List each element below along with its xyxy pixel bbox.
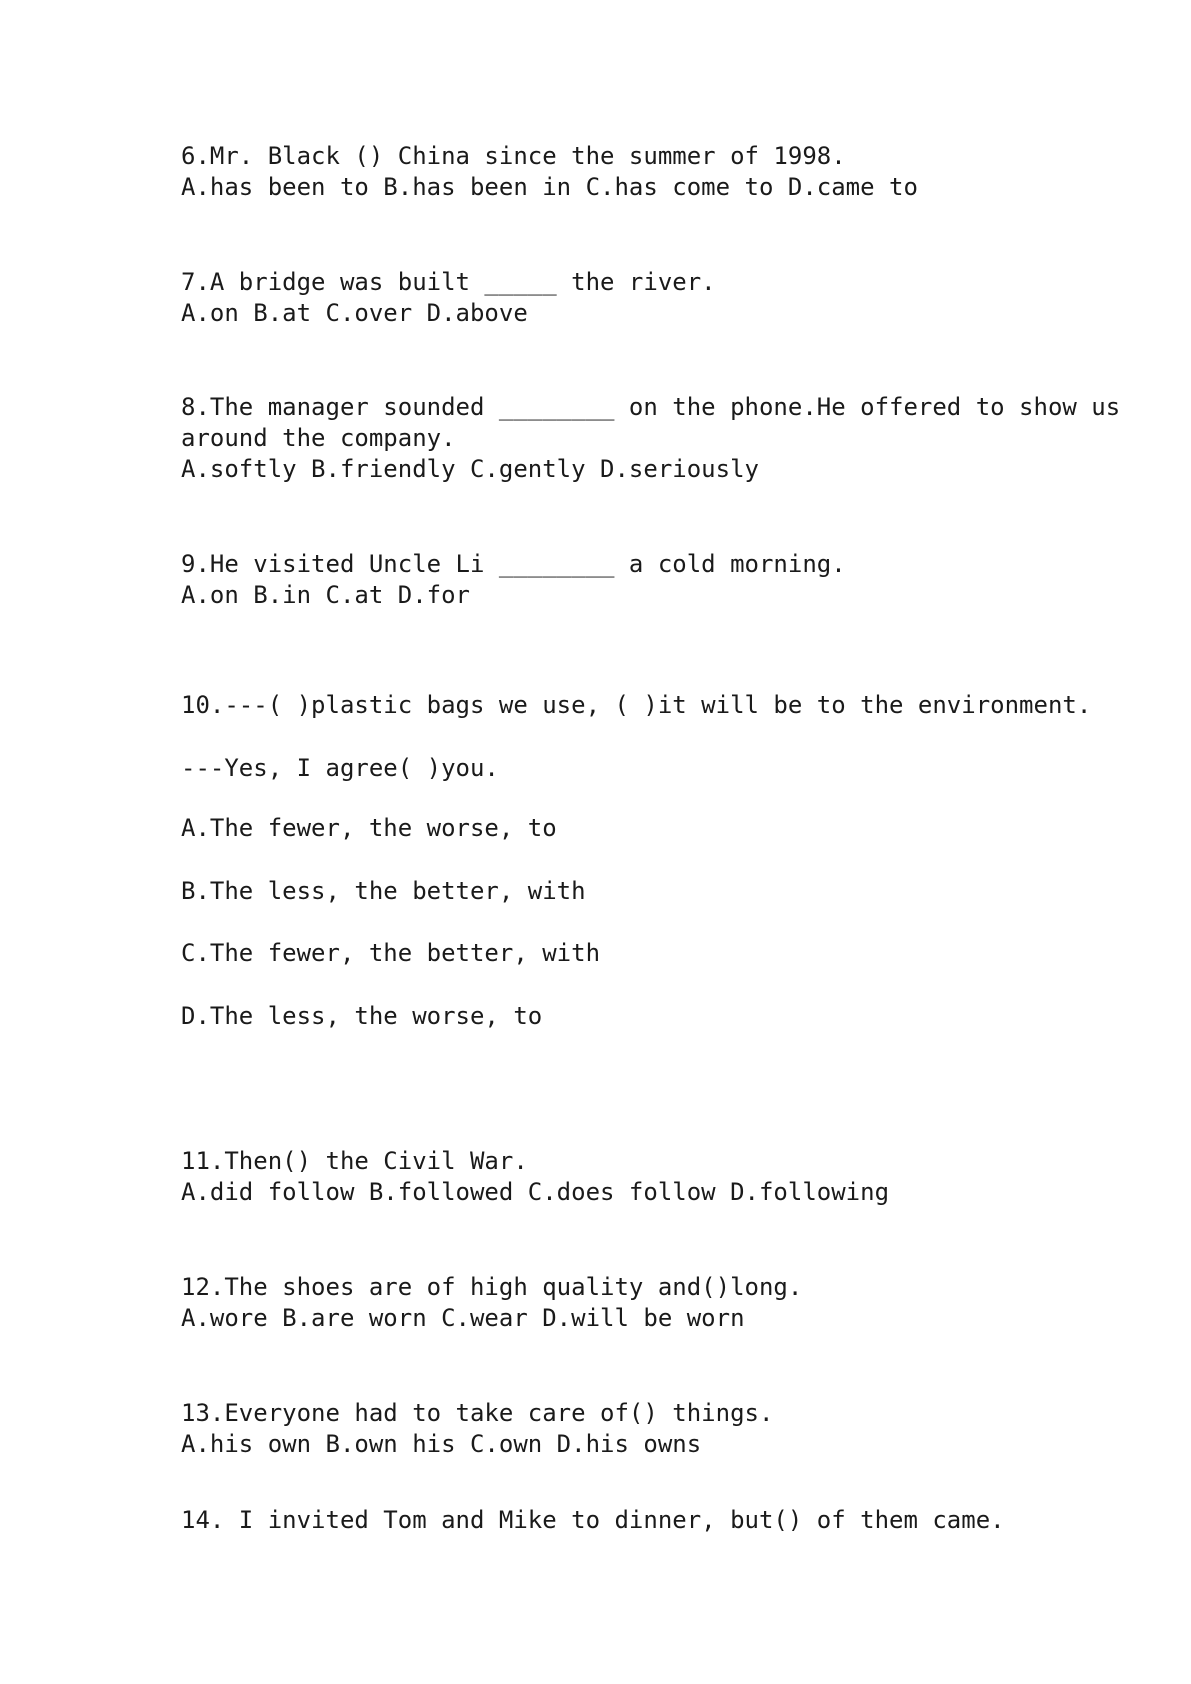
question-7-options: A.on B.at C.over D.above bbox=[181, 299, 528, 327]
question-12-stem: 12.The shoes are of high quality and()long. bbox=[181, 1273, 803, 1301]
question-10-reply: ---Yes, I agree( )you. bbox=[181, 754, 499, 782]
question-8-stem-line1: 8.The manager sounded ________ on the phone.He offered to show us bbox=[181, 393, 1121, 421]
question-13-stem: 13.Everyone had to take care of() things. bbox=[181, 1399, 774, 1427]
question-11-options: A.did follow B.followed C.does follow D.following bbox=[181, 1178, 890, 1206]
question-11-stem: 11.Then() the Civil War. bbox=[181, 1147, 528, 1175]
question-14-stem: 14. I invited Tom and Mike to dinner, but() of them came. bbox=[181, 1506, 1005, 1534]
question-10-option-b: B.The less, the better, with bbox=[181, 877, 586, 905]
question-9-stem: 9.He visited Uncle Li ________ a cold morning. bbox=[181, 550, 846, 578]
question-9-options: A.on B.in C.at D.for bbox=[181, 581, 470, 609]
question-6-stem: 6.Mr. Black () China since the summer of 1998. bbox=[181, 142, 846, 170]
question-10-option-a: A.The fewer, the worse, to bbox=[181, 814, 557, 842]
question-10-option-d: D.The less, the worse, to bbox=[181, 1002, 543, 1030]
question-8-options: A.softly B.friendly C.gently D.seriously bbox=[181, 455, 759, 483]
question-10-option-c: C.The fewer, the better, with bbox=[181, 939, 601, 967]
question-10-stem: 10.---( )plastic bags we use, ( )it will be to the environment. bbox=[181, 691, 1092, 719]
question-7-stem: 7.A bridge was built _____ the river. bbox=[181, 268, 716, 296]
question-12-options: A.wore B.are worn C.wear D.will be worn bbox=[181, 1304, 745, 1332]
question-8-stem-line2: around the company. bbox=[181, 424, 456, 452]
question-13-options: A.his own B.own his C.own D.his owns bbox=[181, 1430, 702, 1458]
question-6-options: A.has been to B.has been in C.has come to D.came to bbox=[181, 173, 918, 201]
